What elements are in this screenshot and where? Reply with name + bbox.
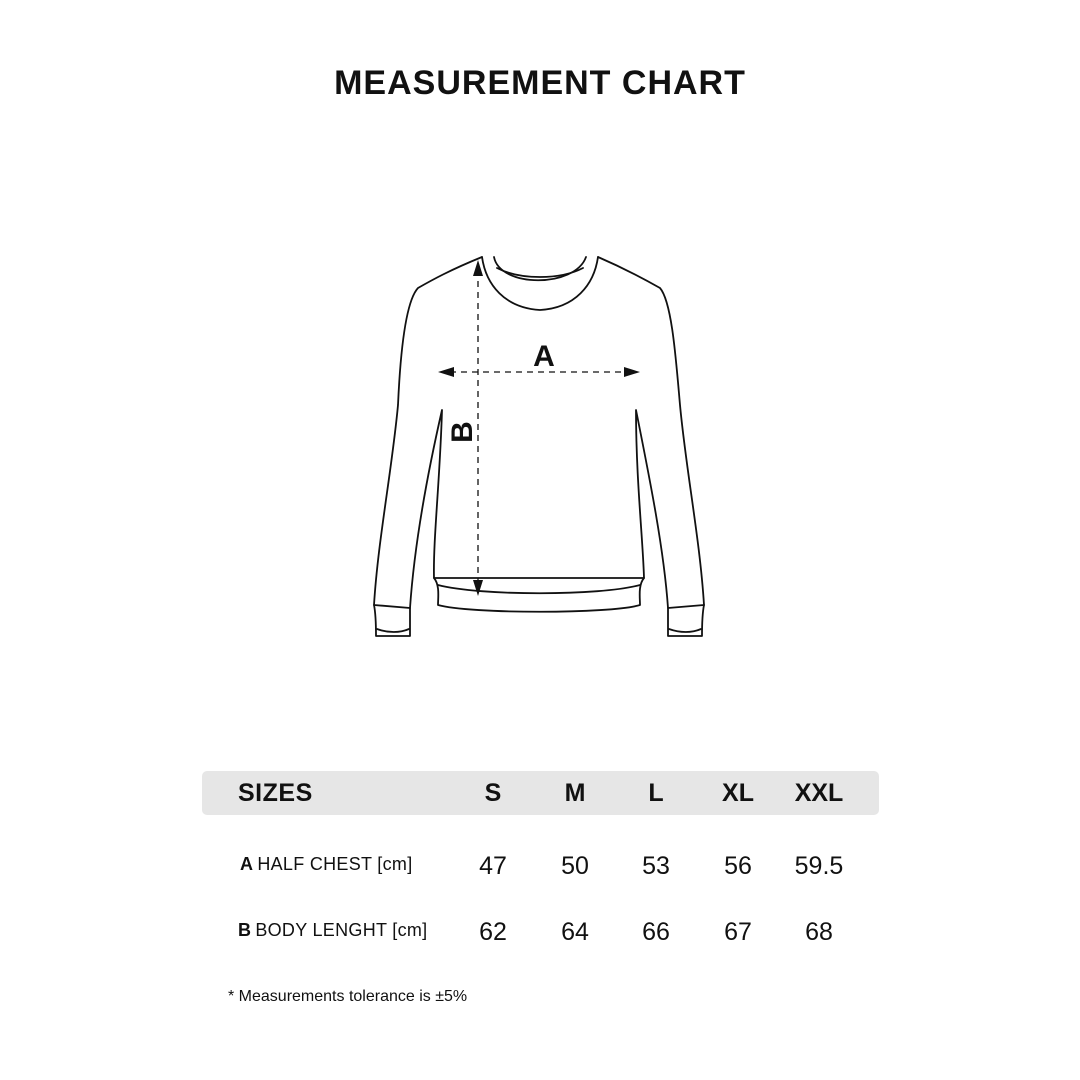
label-a: A [533, 340, 555, 373]
tolerance-footnote: * Measurements tolerance is ±5% [228, 988, 468, 1005]
size-header-xxl: XXL [794, 779, 844, 807]
body-length-xxl: 68 [805, 918, 833, 946]
body-length-l: 66 [642, 918, 670, 946]
row-label-text: HALF CHEST [cm] [257, 854, 413, 874]
label-b: B [446, 421, 479, 443]
sizes-header-label: SIZES [238, 779, 313, 807]
half-chest-xl: 56 [724, 852, 752, 880]
size-header-xl: XL [722, 779, 754, 807]
arrow-b-top-head [473, 260, 483, 276]
size-header-m: M [564, 779, 586, 807]
hem-rib-line [438, 585, 640, 593]
row-label-body-length [238, 920, 427, 941]
row-key: A [240, 854, 254, 874]
sweatshirt-diagram [0, 240, 1080, 660]
arrow-a-right-head [624, 367, 640, 377]
body-length-xl: 67 [724, 918, 752, 946]
body-length-m: 64 [561, 918, 589, 946]
arrow-b-bottom-head [473, 580, 483, 596]
left-cuff-rib [377, 629, 409, 632]
row-key: B [238, 920, 252, 940]
right-cuff-rib [669, 629, 701, 632]
size-header-s: S [484, 779, 502, 807]
page-title: MEASUREMENT CHART [334, 64, 746, 102]
hem-band [434, 578, 644, 612]
row-label-text: BODY LENGHT [cm] [255, 920, 428, 940]
arrow-a-left-head [438, 367, 454, 377]
size-header-l: L [648, 779, 664, 807]
half-chest-s: 47 [479, 852, 507, 880]
row-label-half-chest [240, 854, 413, 875]
half-chest-m: 50 [561, 852, 589, 880]
body-length-s: 62 [479, 918, 507, 946]
half-chest-xxl: 59.5 [794, 852, 844, 880]
half-chest-l: 53 [642, 852, 670, 880]
